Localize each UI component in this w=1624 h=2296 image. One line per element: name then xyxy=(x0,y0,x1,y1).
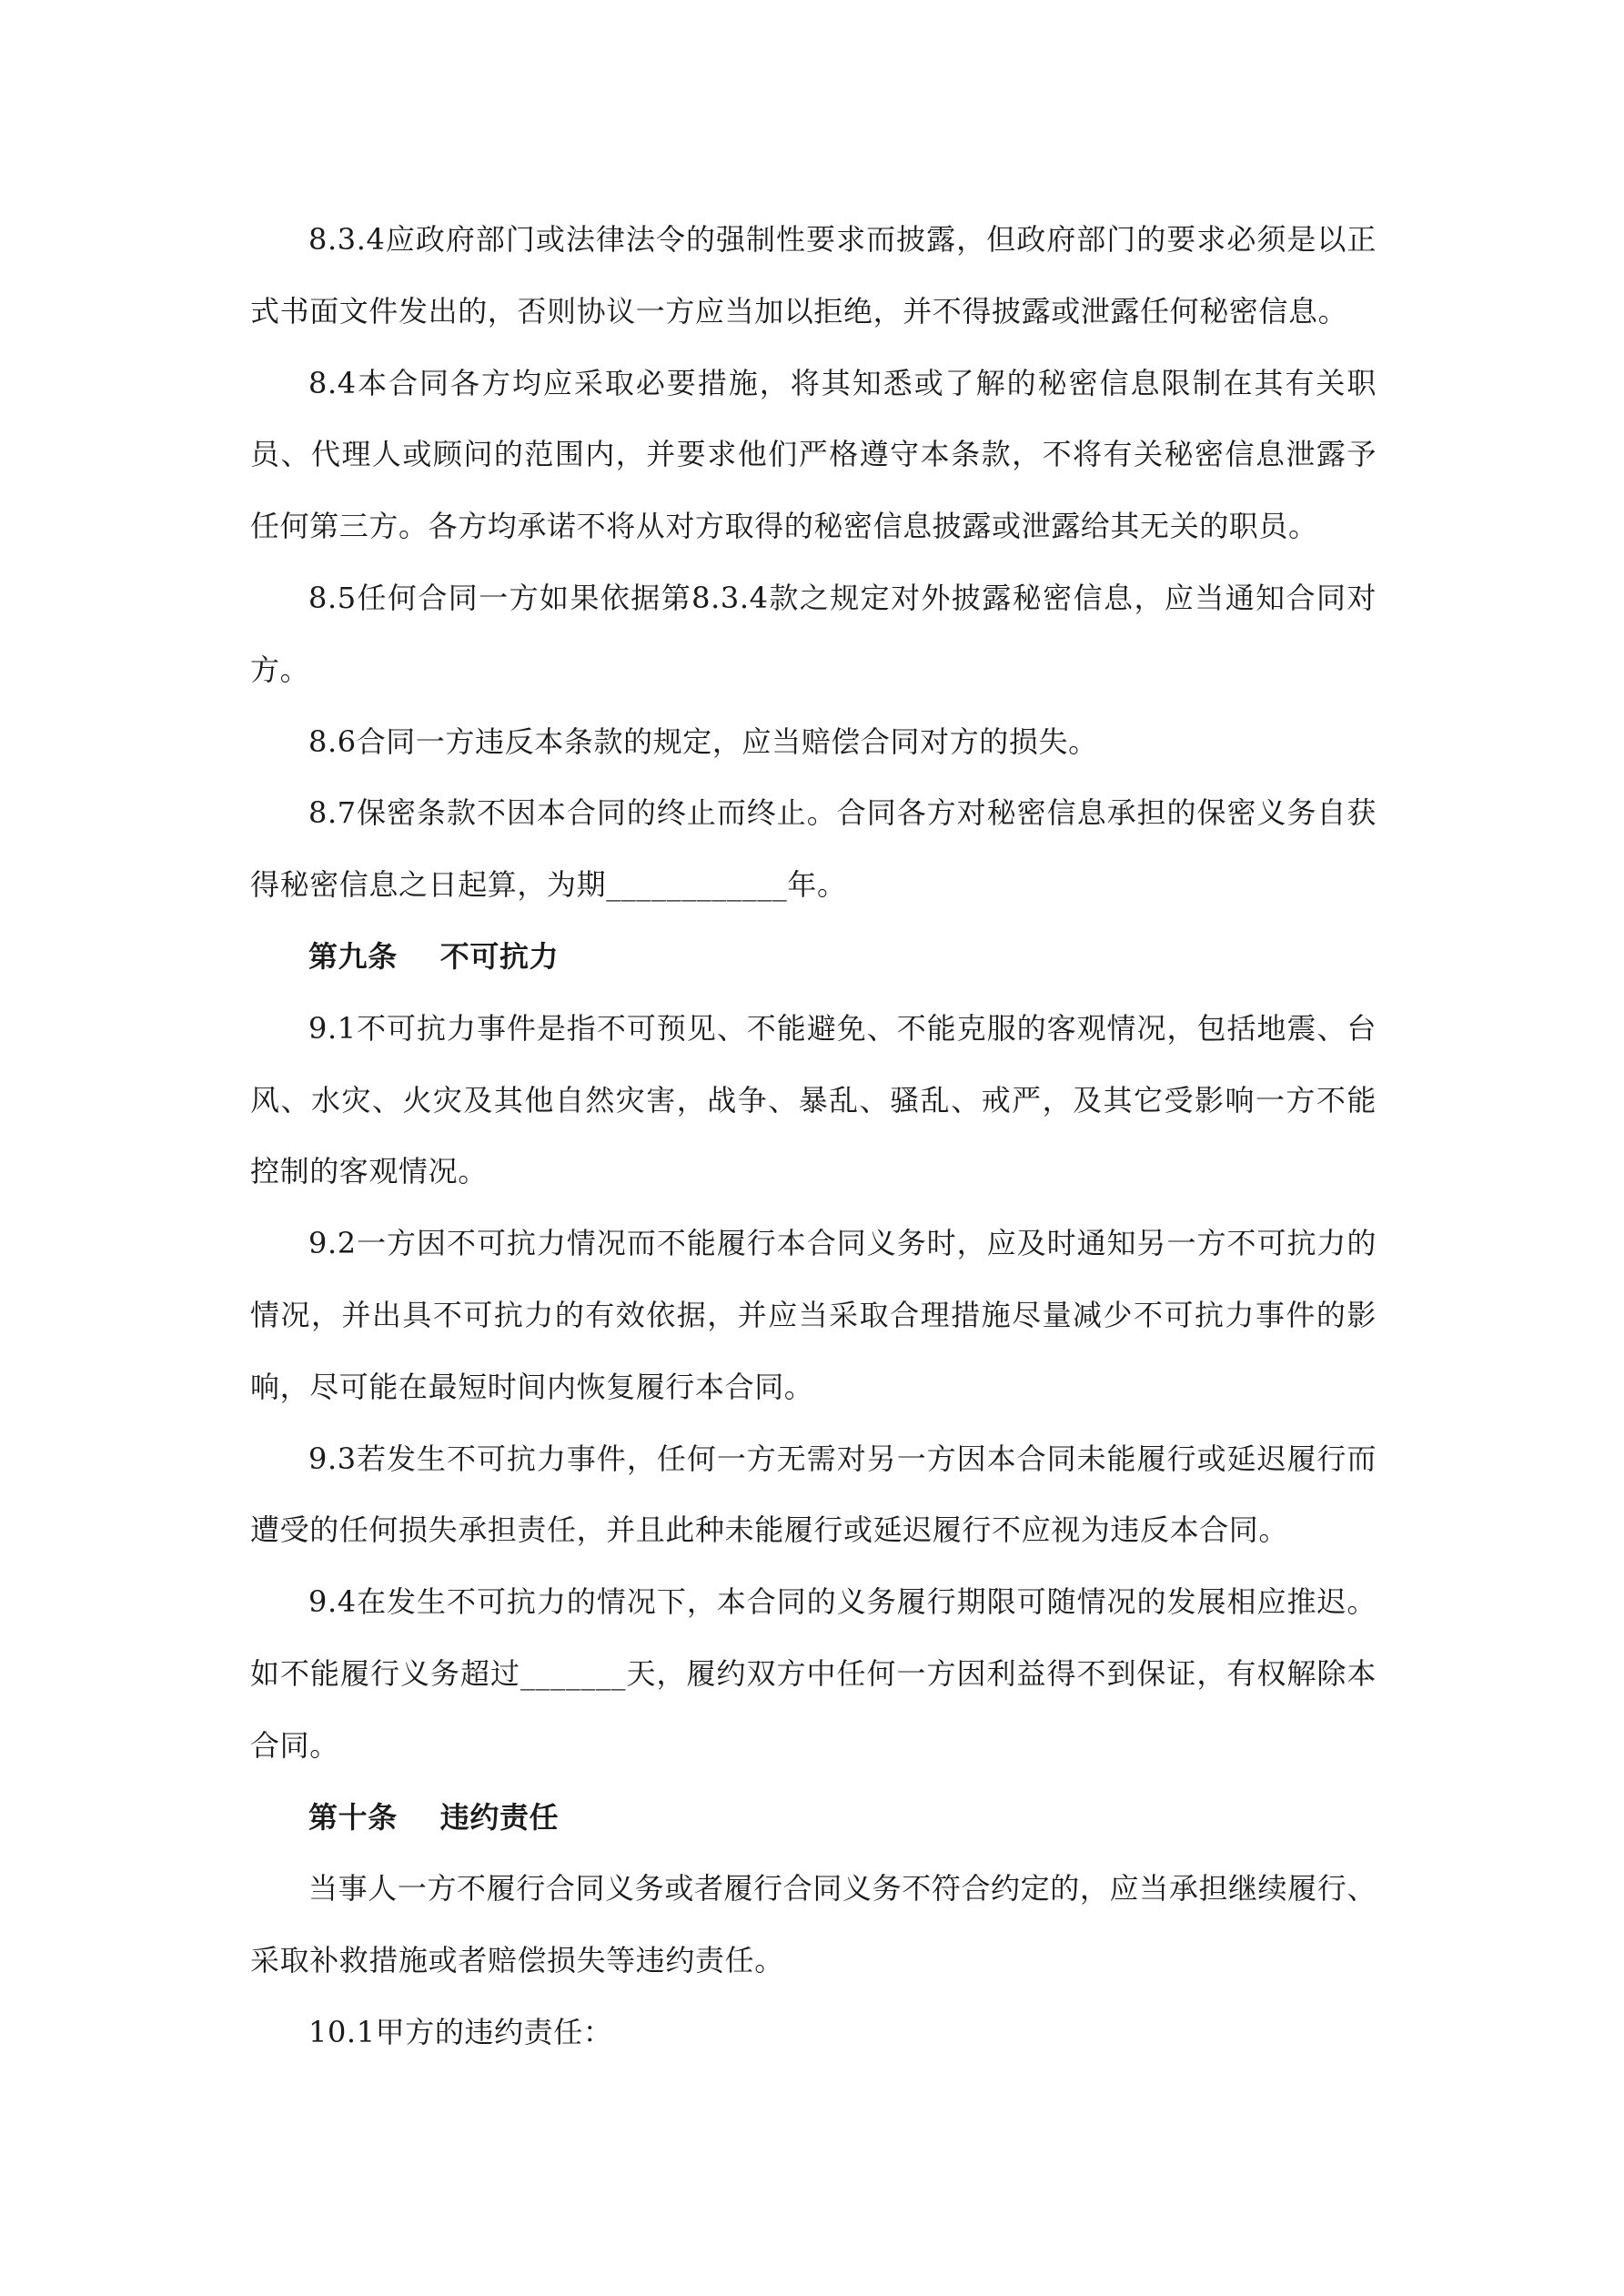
clause-8-5: 8.5任何合同一方如果依据第8.3.4款之规定对外披露秘密信息，应当通知合同对方。 xyxy=(250,580,1377,687)
clause-9-4: 9.4在发生不可抗力的情况下，本合同的义务履行期限可随情况的发展相应推迟。如不能履行义务超过_______天，履约双方中任何一方因利益得不到保证，有权解除本合同。 xyxy=(250,1584,1377,1763)
document-body xyxy=(250,204,1377,2068)
article-9-heading: 第九条 不可抗力 xyxy=(308,938,560,974)
clause-8-7: 8.7保密条款不因本合同的终止而终止。合同各方对秘密信息承担的保密义务自获得秘密信息之日起算，为期____________年。 xyxy=(250,795,1377,903)
clause-8-3-4: 8.3.4应政府部门或法律法令的强制性要求而披露，但政府部门的要求必须是以正式书面文件发出的，否则协议一方应当加以拒绝，并不得披露或泄露任何秘密信息。 xyxy=(250,222,1377,329)
clause-8-4: 8.4本合同各方均应采取必要措施，将其知悉或了解的秘密信息限制在其有关职员、代理人或顾问的范围内，并要求他们严格遵守本条款，不将有关秘密信息泄露予任何第三方。各方均承诺不将从对方取得的秘密信息披露或泄露给其无关的职员。 xyxy=(250,365,1377,544)
clause-9-3: 9.3若发生不可抗力事件，任何一方无需对另一方因本合同未能履行或延迟履行而遭受的任何损失承担责任，并且此种未能履行或延迟履行不应视为违反本合同。 xyxy=(250,1441,1377,1548)
clause-9-2: 9.2一方因不可抗力情况而不能履行本合同义务时，应及时通知另一方不可抗力的情况，并出具不可抗力的有效依据，并应当采取合理措施尽量减少不可抗力事件的影响，尽可能在最短时间内恢复履行本合同。 xyxy=(250,1226,1377,1404)
clause-10-1: 10.1甲方的违约责任： xyxy=(308,2014,613,2049)
clause-8-6: 8.6合同一方违反本条款的规定，应当赔偿合同对方的损失。 xyxy=(308,723,1098,759)
article-10-heading: 第十条 违约责任 xyxy=(308,1799,560,1835)
article-10-intro: 当事人一方不履行合同义务或者履行合同义务不符合约定的，应当承担继续履行、采取补救措施或者赔偿损失等违约责任。 xyxy=(250,1871,1377,1978)
clause-9-1: 9.1不可抗力事件是指不可预见、不能避免、不能克服的客观情况，包括地震、台风、水灾、火灾及其他自然灾害，战争、暴乱、骚乱、戒严，及其它受影响一方不能控制的客观情况。 xyxy=(250,1010,1377,1189)
